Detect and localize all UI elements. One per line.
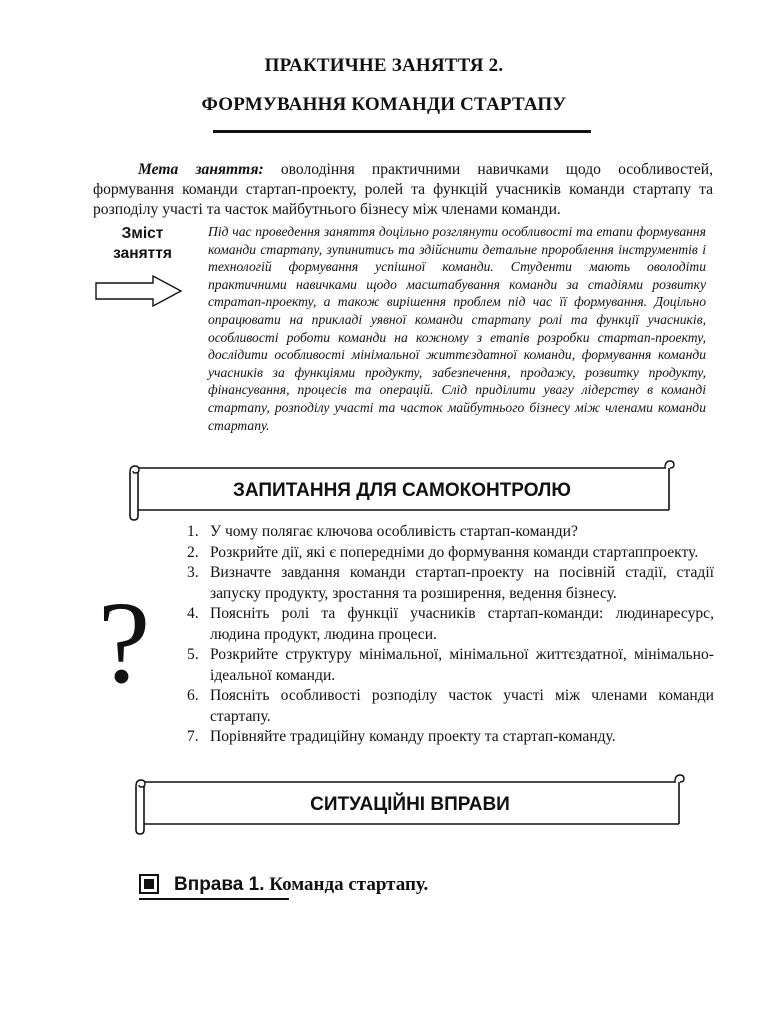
content-description: Під час проведення заняття доцільно розглянути особливості та етапи формування команди стартапу, зупинитись та здійснити детальне пророблення інструментів і технологій формування успішної команди. Студенти мають оволодіти практичними навичками щодо масштабування команди за стадіями розвитку стратап-проекту, а також вирішення проблем під час її формування. Доцільно опрацювати на прикладі уявної команди стартапу ролі та функції учасників, особливості роботи команди на кожному з етапів розробки стартап-проекту, дослідити особливості мінімальної життєздатної команди, формування команди учасників за функціями продукту, забезпечення, продажу, розвитку продукту, фінансування, процесів та операцій. Слід приділити увагу лідерству в команді стартапу, розподілу участі та часток майбутнього бізнесу між членами команди стартапу.	[208, 224, 706, 433]
goal-label: Мета заняття:	[138, 161, 264, 178]
question-number: 6.	[187, 687, 199, 704]
arrow-right-icon	[95, 274, 185, 308]
question-item	[180, 563, 714, 604]
question-item	[180, 686, 714, 727]
question-number: 4.	[187, 605, 199, 622]
question-text: Розкрийте дії, які є попередніми до формування команди стартаппроекту.	[210, 543, 699, 561]
question-mark-icon: ?	[97, 577, 151, 708]
question-item	[180, 604, 714, 645]
exercise-underline	[139, 898, 289, 900]
question-item	[180, 727, 714, 748]
exercise-label: Вправа 1.	[174, 874, 265, 895]
content-label: Зміст заняття	[113, 225, 172, 262]
self-control-banner	[124, 458, 680, 522]
question-text: Поясніть ролі та функції учасників стартап-команди: людинаресурс, людина продукт, людина процеси.	[210, 605, 714, 643]
self-control-heading: ЗАПИТАННЯ ДЛЯ САМОКОНТРОЛЮ	[233, 480, 571, 501]
question-number: 3.	[187, 564, 199, 581]
question-text: Розкрийте структуру мінімальної, мінімальної життєздатної, мінімально-ідеальної команди.	[210, 646, 714, 684]
question-text: Поясніть особливості розподілу часток участі між членами команди стартапу.	[210, 687, 714, 725]
checkbox-bullet-icon	[139, 874, 159, 894]
questions-list	[180, 522, 714, 748]
goal-paragraph	[93, 160, 713, 220]
exercise-1-title	[174, 874, 428, 896]
page-title-line1: ПРАКТИЧНЕ ЗАНЯТТЯ 2.	[264, 55, 504, 76]
situations-banner	[130, 772, 690, 836]
situations-heading: СИТУАЦІЙНІ ВПРАВИ	[310, 794, 510, 815]
question-item	[180, 522, 714, 543]
goal-text: оволодіння практичними навичками щодо особливостей, формування команди стартап-проекту, ролей та функцій учасників команди стартапу та розподілу участі та часток майбутнього бізнесу між членами команди.	[93, 161, 713, 218]
question-text: У чому полягає ключова особливість стартап-команди?	[210, 523, 578, 540]
question-number: 2.	[187, 543, 199, 561]
exercise-name: Команда стартапу.	[264, 874, 429, 895]
question-number: 5.	[187, 646, 199, 663]
question-item	[180, 645, 714, 686]
page-title-line2: ФОРМУВАННЯ КОМАНДИ СТАРТАПУ	[201, 94, 567, 115]
question-text: Порівняйте традиційну команду проекту та стартап-команду.	[210, 728, 616, 745]
question-number: 7.	[187, 728, 199, 745]
title-divider	[213, 130, 591, 133]
question-item	[180, 543, 714, 564]
question-number: 1.	[187, 523, 199, 540]
question-text: Визначте завдання команди стартап-проекту на посівній стадії, стадії запуску продукту, зростання та розширення, ведення бізнесу.	[210, 564, 714, 602]
